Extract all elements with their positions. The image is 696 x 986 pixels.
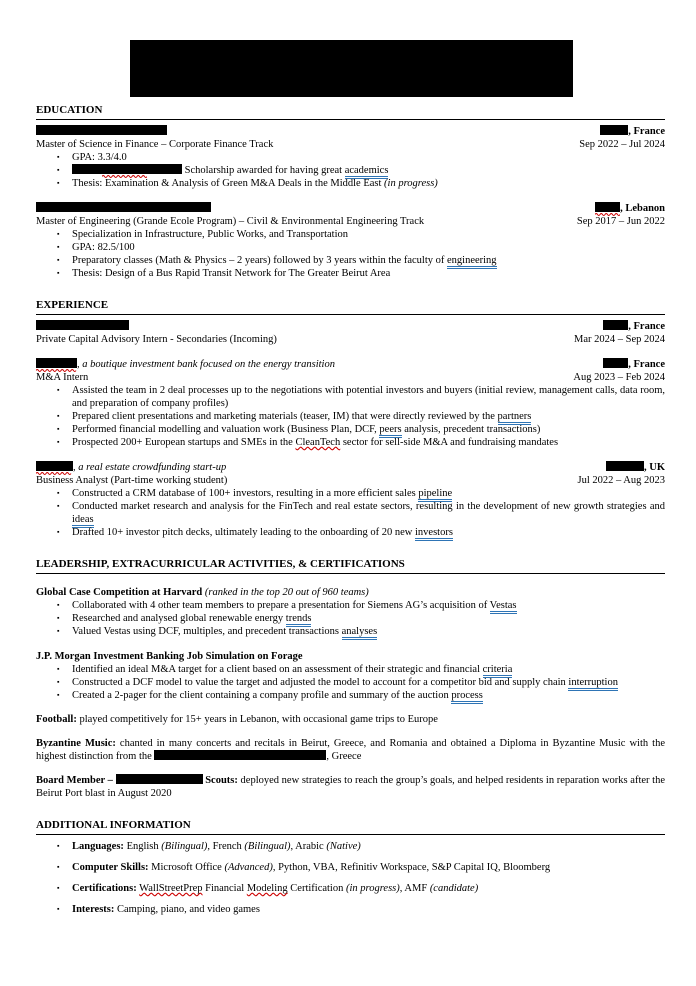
bullet-text bbox=[72, 410, 665, 423]
text-run: Mar 2024 – Sep 2024 bbox=[574, 334, 665, 345]
text-run: Prepared client presentations and marketing materials (teaser, IM) that were directly reviewed by the bbox=[72, 411, 498, 422]
red-squiggle-icon bbox=[36, 471, 73, 476]
activity-group bbox=[36, 650, 665, 702]
section-title: LEADERSHIP, EXTRACURRICULAR ACTIVITIES, & CERTIFICATIONS bbox=[36, 558, 665, 574]
text-run: Created a 2-pager for the client containing a company profile and summary of the auction bbox=[72, 690, 452, 701]
text-run: Jul 2022 – Aug 2023 bbox=[577, 475, 665, 486]
entry-line bbox=[36, 333, 665, 346]
section-additional-information bbox=[36, 819, 665, 916]
text-run: Thesis: Examination & Analysis of Green M&A Deals in the Middle East bbox=[72, 178, 385, 189]
entry-left bbox=[36, 358, 335, 371]
text-run: Drafted 10+ investor pitch decks, ultimately leading to the onboarding of 20 new bbox=[72, 527, 416, 538]
section-leadership-extracurricular-activities-certifications bbox=[36, 558, 665, 800]
bullet-text bbox=[72, 423, 665, 436]
entry-right bbox=[600, 125, 665, 138]
bullet-text bbox=[72, 861, 665, 874]
bullet-text bbox=[72, 526, 665, 539]
bullet-square-icon: ▪ bbox=[57, 678, 60, 686]
section-title: EDUCATION bbox=[36, 104, 665, 120]
bullet-square-icon: ▪ bbox=[57, 425, 60, 433]
grammar-underlined-text: criteria bbox=[483, 664, 513, 678]
bullet-item bbox=[36, 384, 665, 410]
entry-left bbox=[36, 202, 211, 215]
bullet-text bbox=[72, 436, 665, 449]
bullet-square-icon: ▪ bbox=[57, 905, 60, 913]
redaction-box bbox=[36, 461, 73, 471]
text-run: , Lebanon bbox=[620, 203, 665, 214]
text-run: M&A Intern bbox=[36, 372, 89, 383]
text-run: Scholarship awarded for having great bbox=[182, 165, 345, 176]
text-run: Master of Science in Finance – Corporate Finance Track bbox=[36, 139, 274, 150]
redaction-box bbox=[36, 320, 129, 330]
text-run: Thesis: Design of a Bus Rapid Transit Network for The Greater Beirut Area bbox=[72, 268, 391, 279]
text-run: (in progress) bbox=[345, 883, 400, 894]
entry-line bbox=[36, 358, 665, 371]
bullet-square-icon: ▪ bbox=[57, 502, 60, 510]
text-run: Master of Engineering (Grande Ecole Program) – Civil & Environmental Engineering Track bbox=[36, 216, 425, 227]
bullet-item bbox=[36, 164, 665, 177]
bullet-square-icon: ▪ bbox=[57, 627, 60, 635]
bullet-text bbox=[72, 241, 665, 254]
text-run: , Greece bbox=[326, 751, 362, 762]
text-run: Researched and analysed global renewable energy bbox=[72, 613, 286, 624]
paragraph bbox=[36, 774, 665, 800]
bullet-text bbox=[72, 487, 665, 500]
resume-entry bbox=[36, 461, 665, 539]
bullet-text bbox=[72, 903, 665, 916]
grammar-underlined-text: process bbox=[451, 690, 483, 704]
text-run: (candidate) bbox=[429, 883, 479, 894]
bullet-square-icon: ▪ bbox=[57, 386, 60, 394]
text-run: , Arabic bbox=[290, 841, 327, 852]
info-list bbox=[36, 840, 665, 916]
entry-right bbox=[577, 215, 665, 228]
bullet-item bbox=[36, 840, 665, 853]
text-run: Collaborated with 4 other team members to prepare a presentation for Siemens AG’s acquisition of bbox=[72, 600, 490, 611]
text-run: (Advanced) bbox=[224, 862, 273, 873]
text-run: Valued Vestas using DCF, multiples, and precedent transactions bbox=[72, 626, 342, 637]
text-run: Football: bbox=[36, 714, 77, 725]
bullet-text bbox=[72, 663, 665, 676]
text-run: (Bilingual) bbox=[161, 841, 208, 852]
header-redaction-block bbox=[130, 40, 573, 97]
bullet-text bbox=[72, 384, 665, 410]
bullet-text bbox=[72, 882, 665, 895]
bullet-text bbox=[72, 500, 665, 526]
text-run: Sep 2022 – Jul 2024 bbox=[579, 139, 665, 150]
text-run: Certification bbox=[287, 883, 346, 894]
text-run: Business Analyst (Part-time working student) bbox=[36, 475, 228, 486]
activity-group bbox=[36, 586, 665, 638]
entry-right bbox=[573, 371, 665, 384]
bullet-item bbox=[36, 423, 665, 436]
grammar-underlined-text: academics bbox=[345, 165, 389, 179]
entry-right bbox=[595, 202, 665, 215]
bullet-item bbox=[36, 625, 665, 638]
bullet-square-icon: ▪ bbox=[57, 489, 60, 497]
bullet-square-icon: ▪ bbox=[57, 243, 60, 251]
redaction-box bbox=[36, 202, 211, 212]
text-run: , France bbox=[628, 321, 665, 332]
entry-right bbox=[606, 461, 665, 474]
grammar-underlined-text: ideas bbox=[72, 514, 94, 528]
text-run: , France bbox=[628, 126, 665, 137]
resume-entry bbox=[36, 320, 665, 346]
bullet-item bbox=[36, 903, 665, 916]
bullet-item bbox=[36, 882, 665, 895]
group-title bbox=[36, 586, 665, 599]
grammar-underlined-text: interruption bbox=[568, 677, 618, 691]
bullet-square-icon: ▪ bbox=[57, 269, 60, 277]
entry-line bbox=[36, 474, 665, 487]
text-run: Constructed a CRM database of 100+ investors, resulting in a more efficient sales bbox=[72, 488, 419, 499]
bullet-square-icon: ▪ bbox=[57, 614, 60, 622]
bullet-square-icon: ▪ bbox=[57, 601, 60, 609]
bullet-square-icon: ▪ bbox=[57, 179, 60, 187]
text-run: Interests: bbox=[72, 904, 115, 915]
red-squiggle-icon bbox=[102, 174, 147, 179]
grammar-underlined-text: analyses bbox=[342, 626, 378, 640]
text-run: Prospected 200+ European startups and SMEs in the bbox=[72, 437, 296, 448]
text-run: Preparatory classes (Math & Physics – 2 years) followed by 3 years within the faculty of bbox=[72, 255, 447, 266]
entry-right bbox=[579, 138, 665, 151]
resume-entry bbox=[36, 202, 665, 280]
bullet-square-icon: ▪ bbox=[57, 528, 60, 536]
entry-line bbox=[36, 461, 665, 474]
entry-left bbox=[36, 125, 167, 138]
text-run: , Python, VBA, Refinitiv Workspace, S&P Capital IQ, Bloomberg bbox=[272, 862, 551, 873]
grammar-underlined-text: engineering bbox=[447, 255, 497, 269]
text-run: GPA: 82.5/100 bbox=[72, 242, 135, 253]
red-squiggle-icon bbox=[595, 212, 620, 217]
entry-right bbox=[603, 320, 665, 333]
redaction-box bbox=[36, 125, 167, 135]
bullet-text bbox=[72, 612, 665, 625]
bullet-text bbox=[72, 151, 665, 164]
bullet-text bbox=[72, 267, 665, 280]
entry-line bbox=[36, 215, 665, 228]
redaction-box bbox=[154, 750, 326, 760]
bullet-text bbox=[72, 689, 665, 702]
bullet-item bbox=[36, 487, 665, 500]
bullet-text bbox=[72, 177, 665, 190]
paragraph bbox=[36, 737, 665, 763]
spellcheck-word: WallStreetPrep bbox=[139, 883, 203, 894]
text-run: Identified an ideal M&A target for a client based on an assessment of their strategic and financial bbox=[72, 664, 483, 675]
text-run: played competitively for 15+ years in Lebanon, with occasional game trips to Europe bbox=[76, 714, 438, 725]
text-run: (in progress) bbox=[384, 178, 438, 189]
text-run: Performed financial modelling and valuation work (Business Plan, DCF, bbox=[72, 424, 380, 435]
bullet-item bbox=[36, 254, 665, 267]
entry-right bbox=[574, 333, 665, 346]
bullet-item bbox=[36, 612, 665, 625]
text-run: J.P. Morgan Investment Banking Job Simulation on Forage bbox=[36, 651, 303, 662]
text-run: , France bbox=[628, 359, 665, 370]
entry-line bbox=[36, 371, 665, 384]
entry-left bbox=[36, 138, 273, 151]
bullet-text bbox=[72, 676, 665, 689]
text-run: Aug 2023 – Feb 2024 bbox=[573, 372, 665, 383]
text-run: , AMF bbox=[399, 883, 430, 894]
redaction-box bbox=[595, 202, 620, 212]
spellcheck-word: Modeling bbox=[246, 883, 288, 894]
text-run: , a real estate crowdfunding start-up bbox=[73, 462, 227, 473]
grammar-underlined-text: peers bbox=[379, 424, 401, 438]
bullet-item bbox=[36, 436, 665, 449]
redaction-box bbox=[603, 320, 628, 330]
bullet-square-icon: ▪ bbox=[57, 166, 60, 174]
paragraph bbox=[36, 713, 665, 726]
text-run: GPA: 3.3/4.0 bbox=[72, 152, 127, 163]
redaction-box bbox=[600, 125, 628, 135]
text-run: Sep 2017 – Jun 2022 bbox=[576, 216, 665, 227]
text-run: (Native) bbox=[326, 841, 361, 852]
text-run: , a boutique investment bank focused on the energy transition bbox=[77, 359, 335, 370]
text-run: chanted in many concerts and recitals in Beirut, Greece, and Romania and obtained a Diploma in Byzantine Music with the highest distinction from the bbox=[36, 738, 665, 762]
red-squiggle-icon bbox=[36, 368, 77, 373]
text-run: Conducted market research and analysis for the FinTech and real estate sectors, resulting in the development of new growth strategies and bbox=[72, 501, 665, 512]
entry-line bbox=[36, 125, 665, 138]
bullet-square-icon: ▪ bbox=[57, 153, 60, 161]
entry-right bbox=[603, 358, 665, 371]
entry-line bbox=[36, 202, 665, 215]
section-title: ADDITIONAL INFORMATION bbox=[36, 819, 665, 835]
text-run: Global Case Competition at Harvard bbox=[36, 587, 205, 598]
text-run: (Bilingual) bbox=[244, 841, 291, 852]
text-run: English bbox=[123, 841, 162, 852]
bullet-item bbox=[36, 151, 665, 164]
redaction-box bbox=[606, 461, 644, 471]
text-run: Scouts: bbox=[202, 775, 238, 786]
redaction-box bbox=[116, 774, 203, 784]
bullet-square-icon: ▪ bbox=[57, 256, 60, 264]
bullet-item bbox=[36, 599, 665, 612]
bullet-text bbox=[72, 254, 665, 267]
bullet-square-icon: ▪ bbox=[57, 842, 60, 850]
redaction-box bbox=[603, 358, 628, 368]
bullet-item bbox=[36, 861, 665, 874]
entry-left bbox=[36, 461, 226, 474]
section-education bbox=[36, 104, 665, 280]
text-run: Assisted the team in 2 deal processes up to the negotiations with potential investors and buyers (initial review, management calls, data room, and preparation of company profiles) bbox=[72, 385, 665, 409]
bullet-square-icon: ▪ bbox=[57, 691, 60, 699]
text-run: analysis, precedent transactions) bbox=[401, 424, 541, 435]
bullet-square-icon: ▪ bbox=[57, 438, 60, 446]
text-run: , UK bbox=[644, 462, 665, 473]
resume-sections bbox=[36, 104, 665, 924]
section-title: EXPERIENCE bbox=[36, 299, 665, 315]
entry-left bbox=[36, 333, 277, 346]
bullet-square-icon: ▪ bbox=[57, 412, 60, 420]
bullet-item bbox=[36, 689, 665, 702]
entry-right bbox=[577, 474, 665, 487]
text-run: Camping, piano, and video games bbox=[114, 904, 260, 915]
text-run: Financial bbox=[202, 883, 247, 894]
bullet-item bbox=[36, 228, 665, 241]
text-run: Languages: bbox=[72, 841, 124, 852]
text-run: (ranked in the top 20 out of 960 teams) bbox=[204, 587, 369, 598]
bullet-text bbox=[72, 599, 665, 612]
bullet-square-icon: ▪ bbox=[57, 884, 60, 892]
bullet-item bbox=[36, 500, 665, 526]
text-run: , French bbox=[207, 841, 245, 852]
bullet-square-icon: ▪ bbox=[57, 230, 60, 238]
group-title bbox=[36, 650, 665, 663]
text-run: Board Member – bbox=[36, 775, 116, 786]
bullet-item bbox=[36, 526, 665, 539]
spellcheck-word: CleanTech bbox=[295, 437, 341, 448]
bullet-item bbox=[36, 267, 665, 280]
text-run: sector for sell-side M&A and fundraising mandates bbox=[340, 437, 559, 448]
entry-left bbox=[36, 215, 424, 228]
bullet-text bbox=[72, 625, 665, 638]
text-run: Constructed a DCF model to value the target and adjusted the model to account for a competitor bid and supply chain bbox=[72, 677, 569, 688]
bullet-text bbox=[72, 840, 665, 853]
text-run: Microsoft Office bbox=[148, 862, 225, 873]
entry-line bbox=[36, 138, 665, 151]
entry-line bbox=[36, 320, 665, 333]
bullet-item bbox=[36, 241, 665, 254]
redaction-box bbox=[72, 164, 182, 174]
grammar-underlined-text: Vestas bbox=[490, 600, 517, 614]
resume-entry bbox=[36, 358, 665, 449]
entry-left bbox=[36, 320, 129, 333]
text-run: Certifications: bbox=[72, 883, 137, 894]
redaction-box bbox=[36, 358, 77, 368]
bullet-text bbox=[72, 164, 665, 177]
grammar-underlined-text: investors bbox=[415, 527, 453, 541]
section-experience bbox=[36, 299, 665, 539]
bullet-item bbox=[36, 676, 665, 689]
bullet-text bbox=[72, 228, 665, 241]
grammar-underlined-text: partners bbox=[498, 411, 532, 425]
text-run: deployed new strategies to reach the group’s goals, and helped residents in reparation works after the Beirut Port blast in August 2020 bbox=[36, 775, 666, 799]
text-run: Computer Skills: bbox=[72, 862, 149, 873]
grammar-underlined-text: trends bbox=[286, 613, 312, 627]
resume-entry bbox=[36, 125, 665, 190]
bullet-square-icon: ▪ bbox=[57, 863, 60, 871]
text-run: Byzantine Music: bbox=[36, 738, 116, 749]
grammar-underlined-text: pipeline bbox=[418, 488, 452, 502]
bullet-item bbox=[36, 410, 665, 423]
bullet-item bbox=[36, 663, 665, 676]
bullet-square-icon: ▪ bbox=[57, 665, 60, 673]
text-run: Specialization in Infrastructure, Public Works, and Transportation bbox=[72, 229, 348, 240]
text-run: Private Capital Advisory Intern - Secondaries (Incoming) bbox=[36, 334, 277, 345]
